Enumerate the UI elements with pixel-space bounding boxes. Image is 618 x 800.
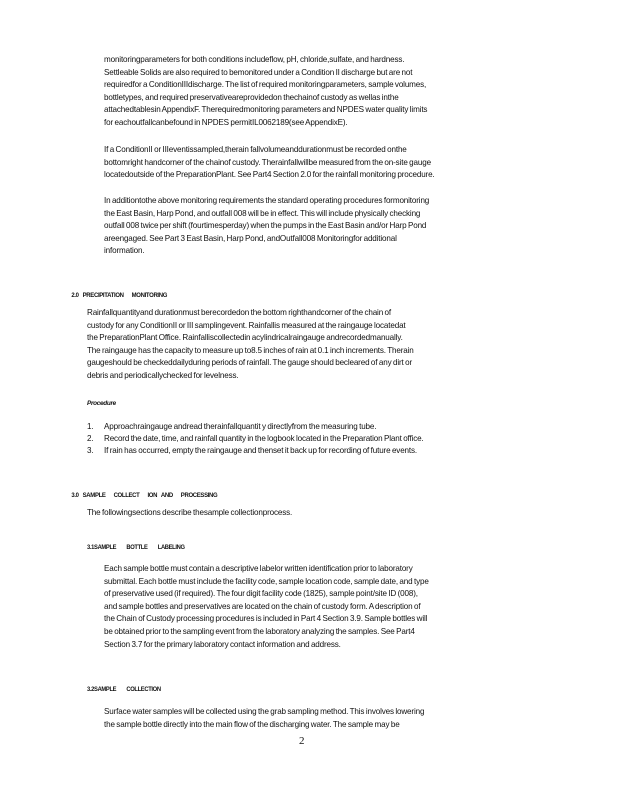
text-line: for eachoutfallcanbefound in NPDES permitIL0062189(see AppendixE).	[104, 117, 348, 127]
text-line: debris and periodicallychecked for levelness.	[87, 370, 239, 380]
text-line: Surface water samples will be collected using the grab sampling method. This involves lowering	[104, 707, 425, 716]
text-line: bottomright handcorner of the chainof custody. Therainfallwillbe measured from the on-site gauge	[104, 157, 431, 167]
text-line: of preservative used (if required). The four digit facility code (1825), sample point/site ID (008),	[104, 589, 418, 599]
text-line: the sample bottle directly into the main flow of the discharging water. The sample may be	[104, 719, 400, 729]
text-line: attachedtablesin AppendixF. Therequiredmonitoring parameters and NPDES water quality limits	[104, 105, 428, 115]
page-number: 2	[299, 735, 305, 747]
text-line: Section 3.7 for the primary laboratory contact information and address.	[104, 639, 341, 649]
paragraph-precipitation-monitoring	[87, 307, 414, 383]
text-line: Each sample bottle must contain a descriptive labelor written identification prior to laboratory	[104, 564, 413, 573]
subsection-3-2-heading: 3.2SAMPLE COLLECTION	[87, 686, 161, 693]
paragraph-additional-monitoring	[104, 195, 429, 258]
text-line: bottletypes, and required preservativeareprovidedon thechainof custody as wellas inthe	[104, 92, 399, 102]
text-line: outfall 008 twice per shift (fourtimesperday) when the pumps in the East Basin and/or Harp Pond	[104, 221, 427, 231]
text-line: and sample bottles and preservatives are located on the chain of custody form. A description of	[104, 601, 421, 611]
text-line: If a ConditionII or IIIeventissampled,therain fallvolumeanddurationmust be recorded onthe	[104, 145, 407, 154]
paragraph-sample-bottle-labeling	[104, 563, 429, 651]
text-line: locatedoutside of the PreparationPlant. See Part4 Section 2.0 for the rainfall monitoring procedure.	[104, 170, 435, 180]
paragraph-sample-collection	[104, 706, 424, 731]
text-line: gaugeshould be checkeddailyduring periods of rainfall. The gauge should becleared of any dirt or	[87, 358, 413, 368]
text-line: custody for any ConditionII or III samplingevent. Rainfallis measured at the raingauge locatedat	[87, 320, 406, 330]
text-line: monitoringparameters for both conditions includeflow, pH, chloride,sulfate, and hardness.	[104, 55, 405, 64]
text-line: information.	[104, 246, 145, 256]
procedure-label: Procedure	[87, 400, 116, 407]
subsection-3-1-heading: 3.1SAMPLE BOTTLE LABELING	[87, 544, 185, 551]
procedure-steps	[87, 421, 424, 457]
paragraph-sample-collection-intro	[87, 507, 292, 520]
text-line: submittal. Each bottle must include the facility code, sample location code, sample date, and type	[104, 576, 429, 586]
text-line: In additiontothe above monitoring requirements the standard operating procedures formonitoring	[104, 196, 430, 205]
section-title: SAMPLE COLLECT ION AND PROCESSING	[82, 492, 218, 499]
text-line: areengaged. See Part 3 East Basin, Harp Pond, andOutfall008 Monitoringfor additional	[104, 233, 397, 243]
procedure-step: 3. If rain has occurred, empty the raingauge and thenset it back up for recording of future events.	[87, 446, 417, 455]
section-number: 3.0	[71, 492, 79, 499]
text-line: requiredfor a ConditionIIIdischarge. The list of required monitoringparameters, sample volumes,	[104, 80, 427, 90]
text-line: the Chain of Custody processing procedures is included in Part 4 Section 3.9. Sample bottles will	[104, 614, 428, 624]
text-line: The followingsections describe thesample collectionprocess.	[87, 508, 293, 517]
text-line: The raingauge has the capacity to measure up to8.5 inches of rain at 0.1 inch increments. Therain	[87, 345, 414, 355]
text-line: the PreparationPlant Office. Rainfalliscollectedin acylindricalraingauge andrecordedmanually.	[87, 333, 403, 343]
text-line: Rainfallquantityand durationmust berecordedon the bottom righthandcorner of the chain of	[87, 308, 392, 317]
procedure-step: 1. Approachraingauge andread therainfallquantit y directlyfrom the measuring tube.	[87, 422, 377, 431]
text-line: the East Basin, Harp Pond, and outfall 008 will be in effect. This will include physically checking	[104, 208, 421, 218]
section-3-heading	[66, 485, 217, 506]
section-2-heading	[66, 285, 167, 306]
text-line: Settleable Solids are also required to bemonitored under a Condition II discharge but are not	[104, 67, 413, 77]
paragraph-monitoring-parameters	[104, 54, 427, 130]
procedure-step: 2. Record the date, time, and rainfall quantity in the logbook located in the Preparation Plant office.	[87, 434, 424, 443]
paragraph-rainfall-recording	[104, 144, 435, 182]
section-number: 2.0	[71, 292, 79, 299]
section-title: PRECIPITATION MONITORING	[82, 292, 168, 299]
text-line: be obtained prior to the sampling event from the laboratory analyzing the samples. See Part4	[104, 626, 415, 636]
